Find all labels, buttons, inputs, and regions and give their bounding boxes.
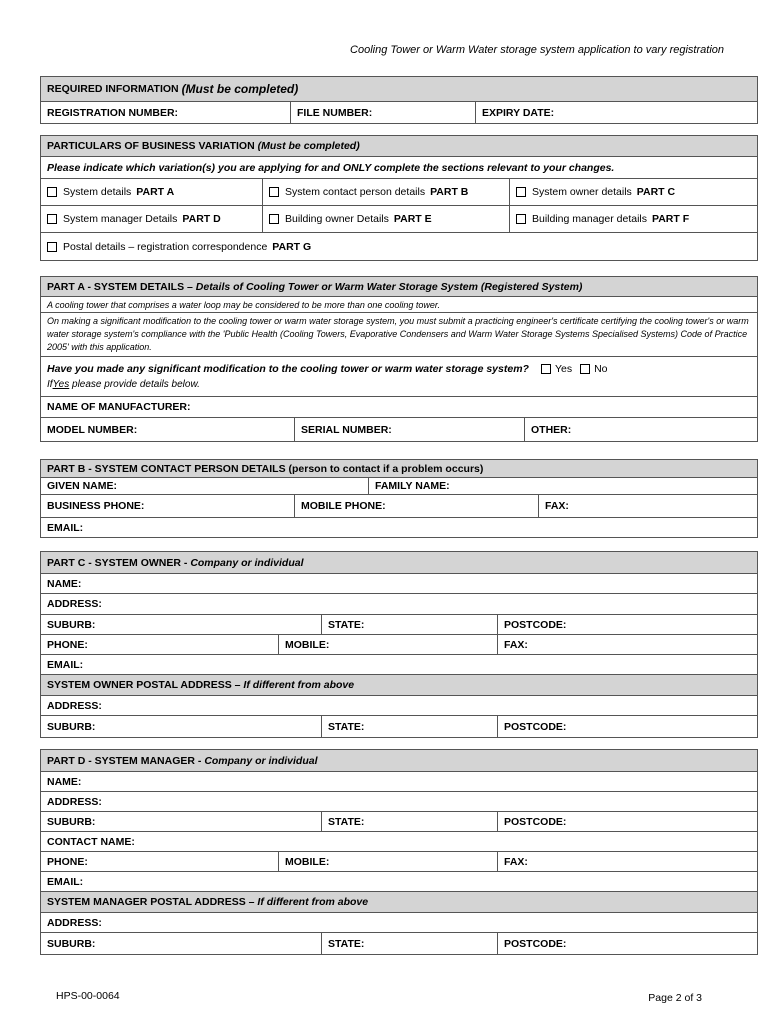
other-field[interactable]: OTHER: (524, 418, 757, 441)
form-code: HPS-00-0064 (56, 990, 120, 1002)
manager-mobile-field[interactable]: MOBILE: (278, 852, 497, 871)
particulars-instruction: Please indicate which variation(s) you are applying for and ONLY complete the sections relevant to your changes. (47, 161, 615, 174)
owner-postal-address-field[interactable]: ADDRESS: (47, 699, 102, 712)
part-b-section (40, 459, 758, 538)
owner-email-field[interactable]: EMAIL: (47, 658, 84, 671)
manager-postal-address-field[interactable]: ADDRESS: (47, 916, 102, 929)
serial-number-field[interactable]: SERIAL NUMBER: (294, 418, 524, 441)
manager-phone-field[interactable]: PHONE: (47, 855, 88, 868)
owner-postal-state-field[interactable]: STATE: (321, 716, 497, 737)
part-a-note-loop: A cooling tower that comprises a water loop may be considered to be more than one cooling tower. (47, 300, 441, 310)
option-part-b[interactable]: System contact person details PART B (262, 179, 509, 205)
manager-postcode-field[interactable]: POSTCODE: (497, 812, 757, 831)
option-part-g[interactable]: Postal details – registration correspondence PART G (41, 233, 757, 260)
option-part-c[interactable]: System owner details PART C (509, 179, 757, 205)
manager-name-field[interactable]: NAME: (47, 775, 82, 788)
manufacturer-field[interactable]: NAME OF MANUFACTURER: (47, 401, 191, 413)
part-d-heading: PART D - SYSTEM MANAGER - Company or individual (47, 754, 318, 767)
manager-suburb-field[interactable]: SUBURB: (47, 815, 96, 828)
expiry-date-field[interactable]: EXPIRY DATE: (475, 102, 757, 123)
fax-field[interactable]: FAX: (538, 495, 757, 517)
mobile-phone-field[interactable]: MOBILE PHONE: (294, 495, 538, 517)
part-d-section (40, 749, 758, 955)
file-number-field[interactable]: FILE NUMBER: (290, 102, 475, 123)
option-part-d[interactable]: System manager Details PART D (41, 206, 262, 232)
owner-postal-postcode-field[interactable]: POSTCODE: (497, 716, 757, 737)
owner-mobile-field[interactable]: MOBILE: (278, 635, 497, 654)
part-c-section (40, 551, 758, 738)
registration-number-field[interactable]: REGISTRATION NUMBER: (47, 106, 179, 119)
owner-postcode-field[interactable]: POSTCODE: (497, 615, 757, 634)
part-a-note-engineer: On making a significant modification to the cooling tower or warm water storage system, you must submit a practicing engineer's certificate certifying the cooling tower's or warm water storage system's compliance with the 'Public Health (Cooling Towers, Evaporative Condensers and Warm Water Storage Systems Specialised Systems) Code of Practice 2005' with this application. (47, 316, 749, 352)
manager-state-field[interactable]: STATE: (321, 812, 497, 831)
checkbox-part-d[interactable] (47, 214, 57, 224)
modification-question: Have you made any significant modification to the cooling tower or warm water storage system? (47, 362, 529, 375)
given-name-field[interactable]: GIVEN NAME: (47, 480, 118, 492)
owner-fax-field[interactable]: FAX: (497, 635, 757, 654)
checkbox-part-c[interactable] (516, 187, 526, 197)
owner-state-field[interactable]: STATE: (321, 615, 497, 634)
owner-postal-heading: SYSTEM OWNER POSTAL ADDRESS – If different from above (47, 679, 355, 691)
manager-postal-state-field[interactable]: STATE: (321, 933, 497, 954)
part-b-heading: PART B - SYSTEM CONTACT PERSON DETAILS (person to contact if a problem occurs) (47, 462, 484, 475)
required-information-section (40, 76, 758, 124)
checkbox-part-g[interactable] (47, 242, 57, 252)
checkbox-part-a[interactable] (47, 187, 57, 197)
option-part-e[interactable]: Building owner Details PART E (262, 206, 509, 232)
manager-contact-name-field[interactable]: CONTACT NAME: (47, 835, 135, 848)
part-a-section (40, 276, 758, 442)
modification-question-block (41, 357, 757, 396)
manager-email-field[interactable]: EMAIL: (47, 875, 84, 888)
part-c-heading: PART C - SYSTEM OWNER - Company or individual (47, 556, 304, 569)
model-number-field[interactable]: MODEL NUMBER: (47, 423, 138, 436)
checkbox-no[interactable] (580, 364, 590, 374)
particulars-heading: PARTICULARS OF BUSINESS VARIATION (Must be completed) (47, 140, 360, 152)
particulars-section (40, 135, 758, 261)
yes-label: Yes (554, 362, 573, 375)
owner-suburb-field[interactable]: SUBURB: (47, 618, 96, 631)
checkbox-yes[interactable] (541, 364, 551, 374)
part-a-heading: PART A - SYSTEM DETAILS – Details of Cooling Tower or Warm Water Storage System (Registered System) (47, 280, 583, 293)
page-header: Cooling Tower or Warm Water storage system application to vary registration (350, 44, 724, 56)
checkbox-part-b[interactable] (269, 187, 279, 197)
checkbox-part-f[interactable] (516, 214, 526, 224)
checkbox-part-e[interactable] (269, 214, 279, 224)
no-label: No (594, 362, 608, 375)
if-yes-instruction: If Yes please provide details below. (47, 378, 200, 390)
manager-address-field[interactable]: ADDRESS: (47, 795, 102, 808)
manager-postal-suburb-field[interactable]: SUBURB: (47, 937, 96, 950)
manager-fax-field[interactable]: FAX: (497, 852, 757, 871)
page-number: Page 2 of 3 (648, 992, 702, 1004)
manager-postal-heading: SYSTEM MANAGER POSTAL ADDRESS – If different from above (47, 896, 369, 908)
email-field[interactable]: EMAIL: (47, 521, 84, 534)
owner-address-field[interactable]: ADDRESS: (47, 598, 102, 610)
owner-postal-suburb-field[interactable]: SUBURB: (47, 720, 96, 733)
manager-postal-postcode-field[interactable]: POSTCODE: (497, 933, 757, 954)
business-phone-field[interactable]: BUSINESS PHONE: (47, 500, 145, 512)
owner-name-field[interactable]: NAME: (47, 577, 82, 590)
option-part-a[interactable]: System details PART A (41, 179, 262, 205)
family-name-field[interactable]: FAMILY NAME: (368, 478, 757, 494)
option-part-f[interactable]: Building manager details PART F (509, 206, 757, 232)
required-info-heading: REQUIRED INFORMATION (Must be completed) (47, 82, 299, 96)
owner-phone-field[interactable]: PHONE: (47, 638, 88, 651)
